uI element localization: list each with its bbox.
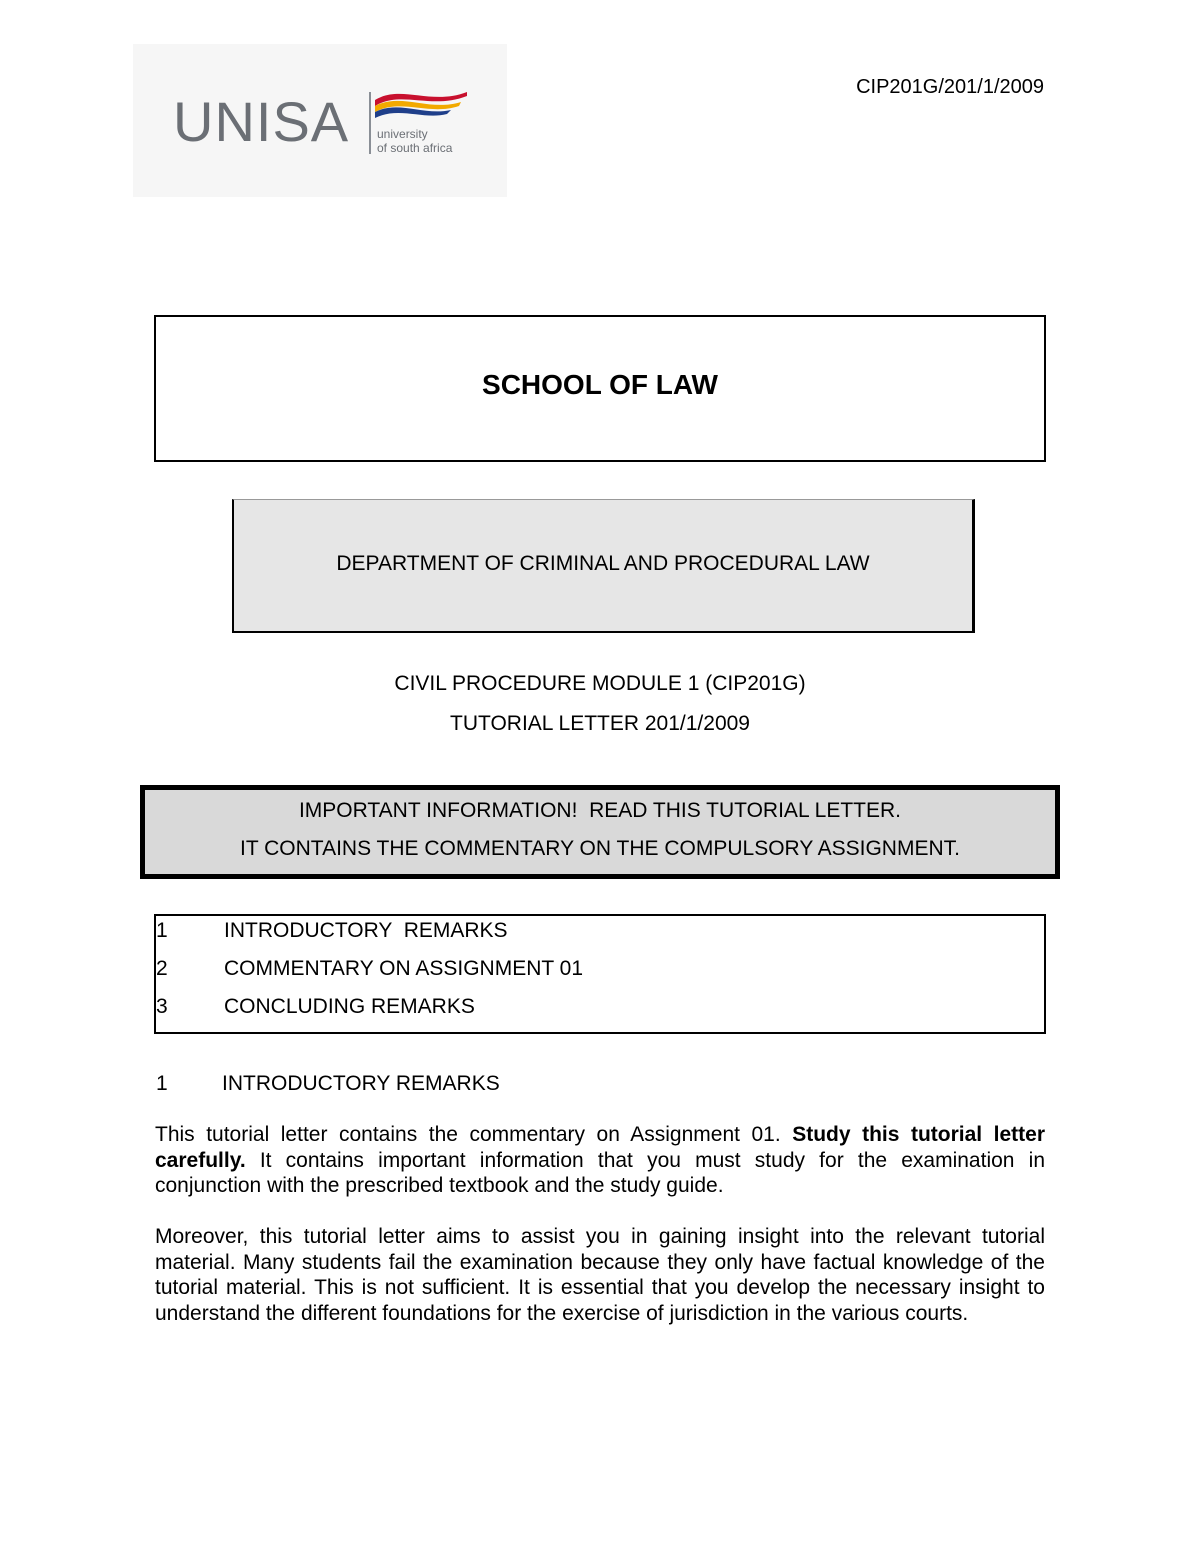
- section-number: 1: [156, 1072, 168, 1095]
- toc-number: 2: [156, 957, 168, 980]
- section-title: INTRODUCTORY REMARKS: [222, 1072, 500, 1095]
- important-line-2: IT CONTAINS THE COMMENTARY ON THE COMPULSORY ASSIGNMENT.: [240, 837, 960, 860]
- important-line-1: IMPORTANT INFORMATION! READ THIS TUTORIAL LETTER.: [298, 799, 902, 822]
- toc-label: COMMENTARY ON ASSIGNMENT 01: [224, 957, 584, 980]
- school-box: [154, 315, 1046, 462]
- paragraph-1-start: This tutorial letter contains the commentary on Assignment 01.: [155, 1123, 793, 1146]
- paragraph-2: Moreover, this tutorial letter aims to assist you in gaining insight into the relevant tutorial material. Many students fail the examination because they only have factual knowledge of the tutorial material. This is not sufficient. It is essential that you develop the necessary insight to understand the different foundations for the exercise of jurisdiction in the various courts.: [155, 1225, 1045, 1325]
- document-reference: CIP201G/201/1/2009: [856, 76, 1044, 98]
- logo-subtitle-2: of south africa: [377, 141, 453, 155]
- paragraph-1-end: It contains important information that you must study for the examination in conjunction with the prescribed textbook and the study guide.: [155, 1148, 1045, 1197]
- department-box: [232, 499, 975, 633]
- toc-label: CONCLUDING REMARKS: [224, 995, 475, 1018]
- toc-label: INTRODUCTORY REMARKS: [224, 919, 508, 942]
- school-title: SCHOOL OF LAW: [482, 369, 718, 400]
- logo-wordmark: UNISA: [173, 90, 350, 153]
- paragraph-1: [155, 1122, 1045, 1199]
- toc-number: 3: [156, 995, 168, 1018]
- toc-number: 1: [156, 919, 168, 942]
- important-info-box: [140, 785, 1060, 879]
- department-title: DEPARTMENT OF CRIMINAL AND PROCEDURAL LAW: [336, 552, 870, 575]
- flag-icon: [371, 84, 471, 124]
- unisa-logo: [133, 44, 507, 197]
- logo-subtitle-1: university: [377, 127, 428, 141]
- module-title: CIVIL PROCEDURE MODULE 1 (CIP201G): [394, 672, 806, 695]
- tutorial-letter-title: TUTORIAL LETTER 201/1/2009: [450, 712, 750, 735]
- paragraph-1-emphasis: Study this tutorial letter carefully.: [155, 1123, 1045, 1172]
- table-of-contents: [154, 914, 1046, 1034]
